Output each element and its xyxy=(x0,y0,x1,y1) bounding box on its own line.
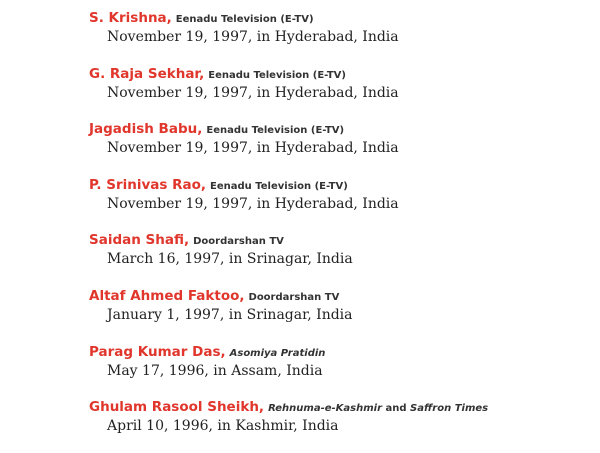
media-outlet xyxy=(268,403,488,414)
outlet-title: Rehnuma-e-Kashmir xyxy=(268,403,383,415)
list-item xyxy=(89,397,594,453)
list-item xyxy=(89,64,594,120)
death-details: November 19, 1997, in Hyderabad, India xyxy=(107,140,399,157)
outlet-title: Asomiya Pratidin xyxy=(229,347,326,359)
death-details: March 16, 1997, in Srinagar, India xyxy=(107,251,353,268)
media-outlet: Eenadu Television (E-TV) xyxy=(206,125,345,137)
journalist-name: Altaf Ahmed Faktoo, xyxy=(89,287,245,304)
list-item xyxy=(89,119,594,175)
journalist-name: S. Krishna, xyxy=(89,10,172,26)
journalist-name: P. Srinivas Rao, xyxy=(89,176,207,193)
list-item xyxy=(89,175,594,231)
journalist-name: Jagadish Babu, xyxy=(89,121,203,138)
list-item xyxy=(89,342,594,398)
media-outlet xyxy=(230,348,326,359)
death-details: May 17, 1996, in Assam, India xyxy=(107,362,323,379)
entry-heading xyxy=(89,8,594,27)
outlet-joiner: and xyxy=(385,403,407,415)
entry-heading xyxy=(89,286,594,305)
outlet-title: Saffron Times xyxy=(410,403,489,415)
death-details: November 19, 1997, in Hyderabad, India xyxy=(107,84,399,101)
media-outlet: Doordarshan TV xyxy=(248,291,340,303)
journalist-name: Parag Kumar Das, xyxy=(89,343,226,360)
journalist-name: Saidan Shafi, xyxy=(89,232,190,249)
media-outlet: Eenadu Television (E-TV) xyxy=(208,69,346,81)
media-outlet: Eenadu Television (E-TV) xyxy=(210,180,348,192)
list-item xyxy=(89,286,594,342)
death-details: April 10, 1996, in Kashmir, India xyxy=(107,418,339,435)
entry-heading xyxy=(89,397,594,416)
media-outlet: Eenadu Television (E-TV) xyxy=(175,14,314,25)
entry-heading xyxy=(89,119,594,138)
media-outlet: Doordarshan TV xyxy=(193,236,284,248)
entry-heading xyxy=(89,64,594,83)
entry-heading xyxy=(89,342,594,361)
death-details: November 19, 1997, in Hyderabad, India xyxy=(107,195,399,212)
death-details: November 19, 1997, in Hyderabad, India xyxy=(107,29,399,45)
journalist-name: G. Raja Sekhar, xyxy=(89,65,205,82)
list-item xyxy=(89,230,594,286)
journalist-name: Ghulam Rasool Sheikh, xyxy=(89,399,265,416)
journalist-list xyxy=(89,8,594,453)
list-item xyxy=(89,8,594,64)
entry-heading xyxy=(89,175,594,194)
entry-heading xyxy=(89,230,594,249)
death-details: January 1, 1997, in Srinagar, India xyxy=(107,306,353,323)
